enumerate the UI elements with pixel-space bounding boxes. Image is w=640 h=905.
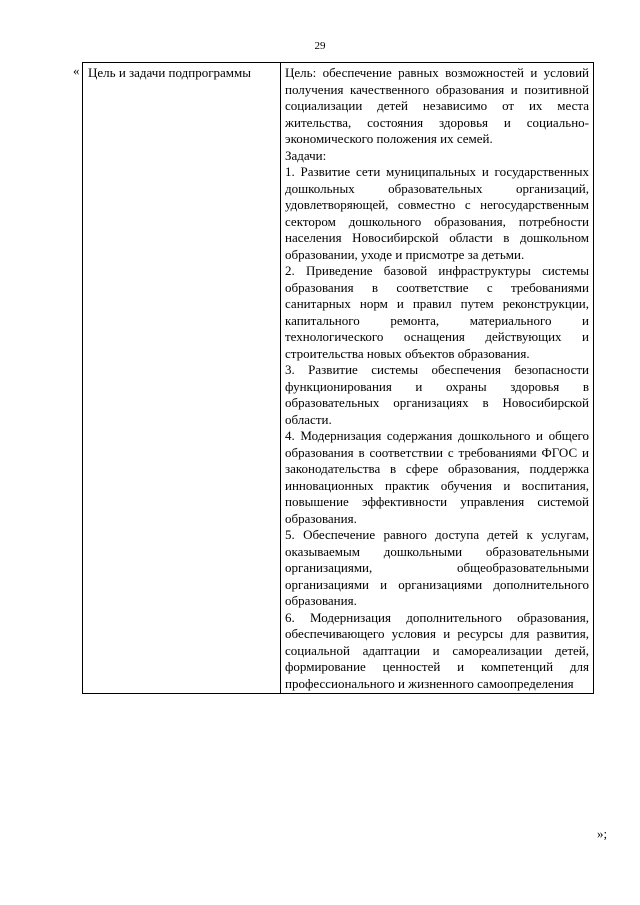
tasks-heading: Задачи: (285, 147, 327, 163)
opening-quote-mark: « (73, 63, 80, 78)
row-content-cell (281, 63, 594, 694)
table-row (83, 63, 594, 694)
task-item-1: 1. Развитие сети муниципальных и государственных дошкольных образовательных организаций, удовлетворяющей, совместно с негосударственным сектором дошкольного образования, потребности населения Новосибирской области в дошкольном образовании, уходе и присмотре за детьми. (285, 164, 589, 262)
closing-quote-mark: »; (597, 826, 608, 841)
task-item-3: 3. Развитие системы обеспечения безопасности функционирования и охраны здоровья в образовательных организациях в Новосибирской области. (285, 362, 589, 427)
row-label-cell (83, 63, 281, 694)
page-number: 29 (314, 40, 326, 52)
task-item-4: 4. Модернизация содержания дошкольного и общего образования в соответствии с требованиями ФГОС и законодательства в сфере образования, поддержка инновационных практик обучения и воспитания, повышение эффективности управления системой образования. (285, 428, 589, 526)
task-item-5: 5. Обеспечение равного доступа детей к услугам, оказываемым дошкольными образовательными организациями, общеобразовательными организациями и организациями дополнительного образования. (285, 527, 589, 608)
task-item-6: 6. Модернизация дополнительного образования, обеспечивающего условия и ресурсы для развития, социальной адаптации и самореализации детей, формирование ценностей и компетенций для профессионального и жизненного самоопределения (285, 609, 589, 691)
goal-text: Цель: обеспечение равных возможностей и условий получения качественного образования и позитивной социализации детей независимо от их места жительства, состояния здоровья и социально-экономического положения их семей. (285, 65, 589, 146)
subprogram-goals-table (82, 62, 594, 694)
task-item-2: 2. Приведение базовой инфраструктуры системы образования в соответствие с требованиями санитарных норм и правил путем реконструкции, капитального ремонта, материального и технологического оснащения действующих и строительства новых объектов образования. (285, 263, 589, 361)
row-label: Цель и задачи подпрограммы (88, 65, 251, 80)
